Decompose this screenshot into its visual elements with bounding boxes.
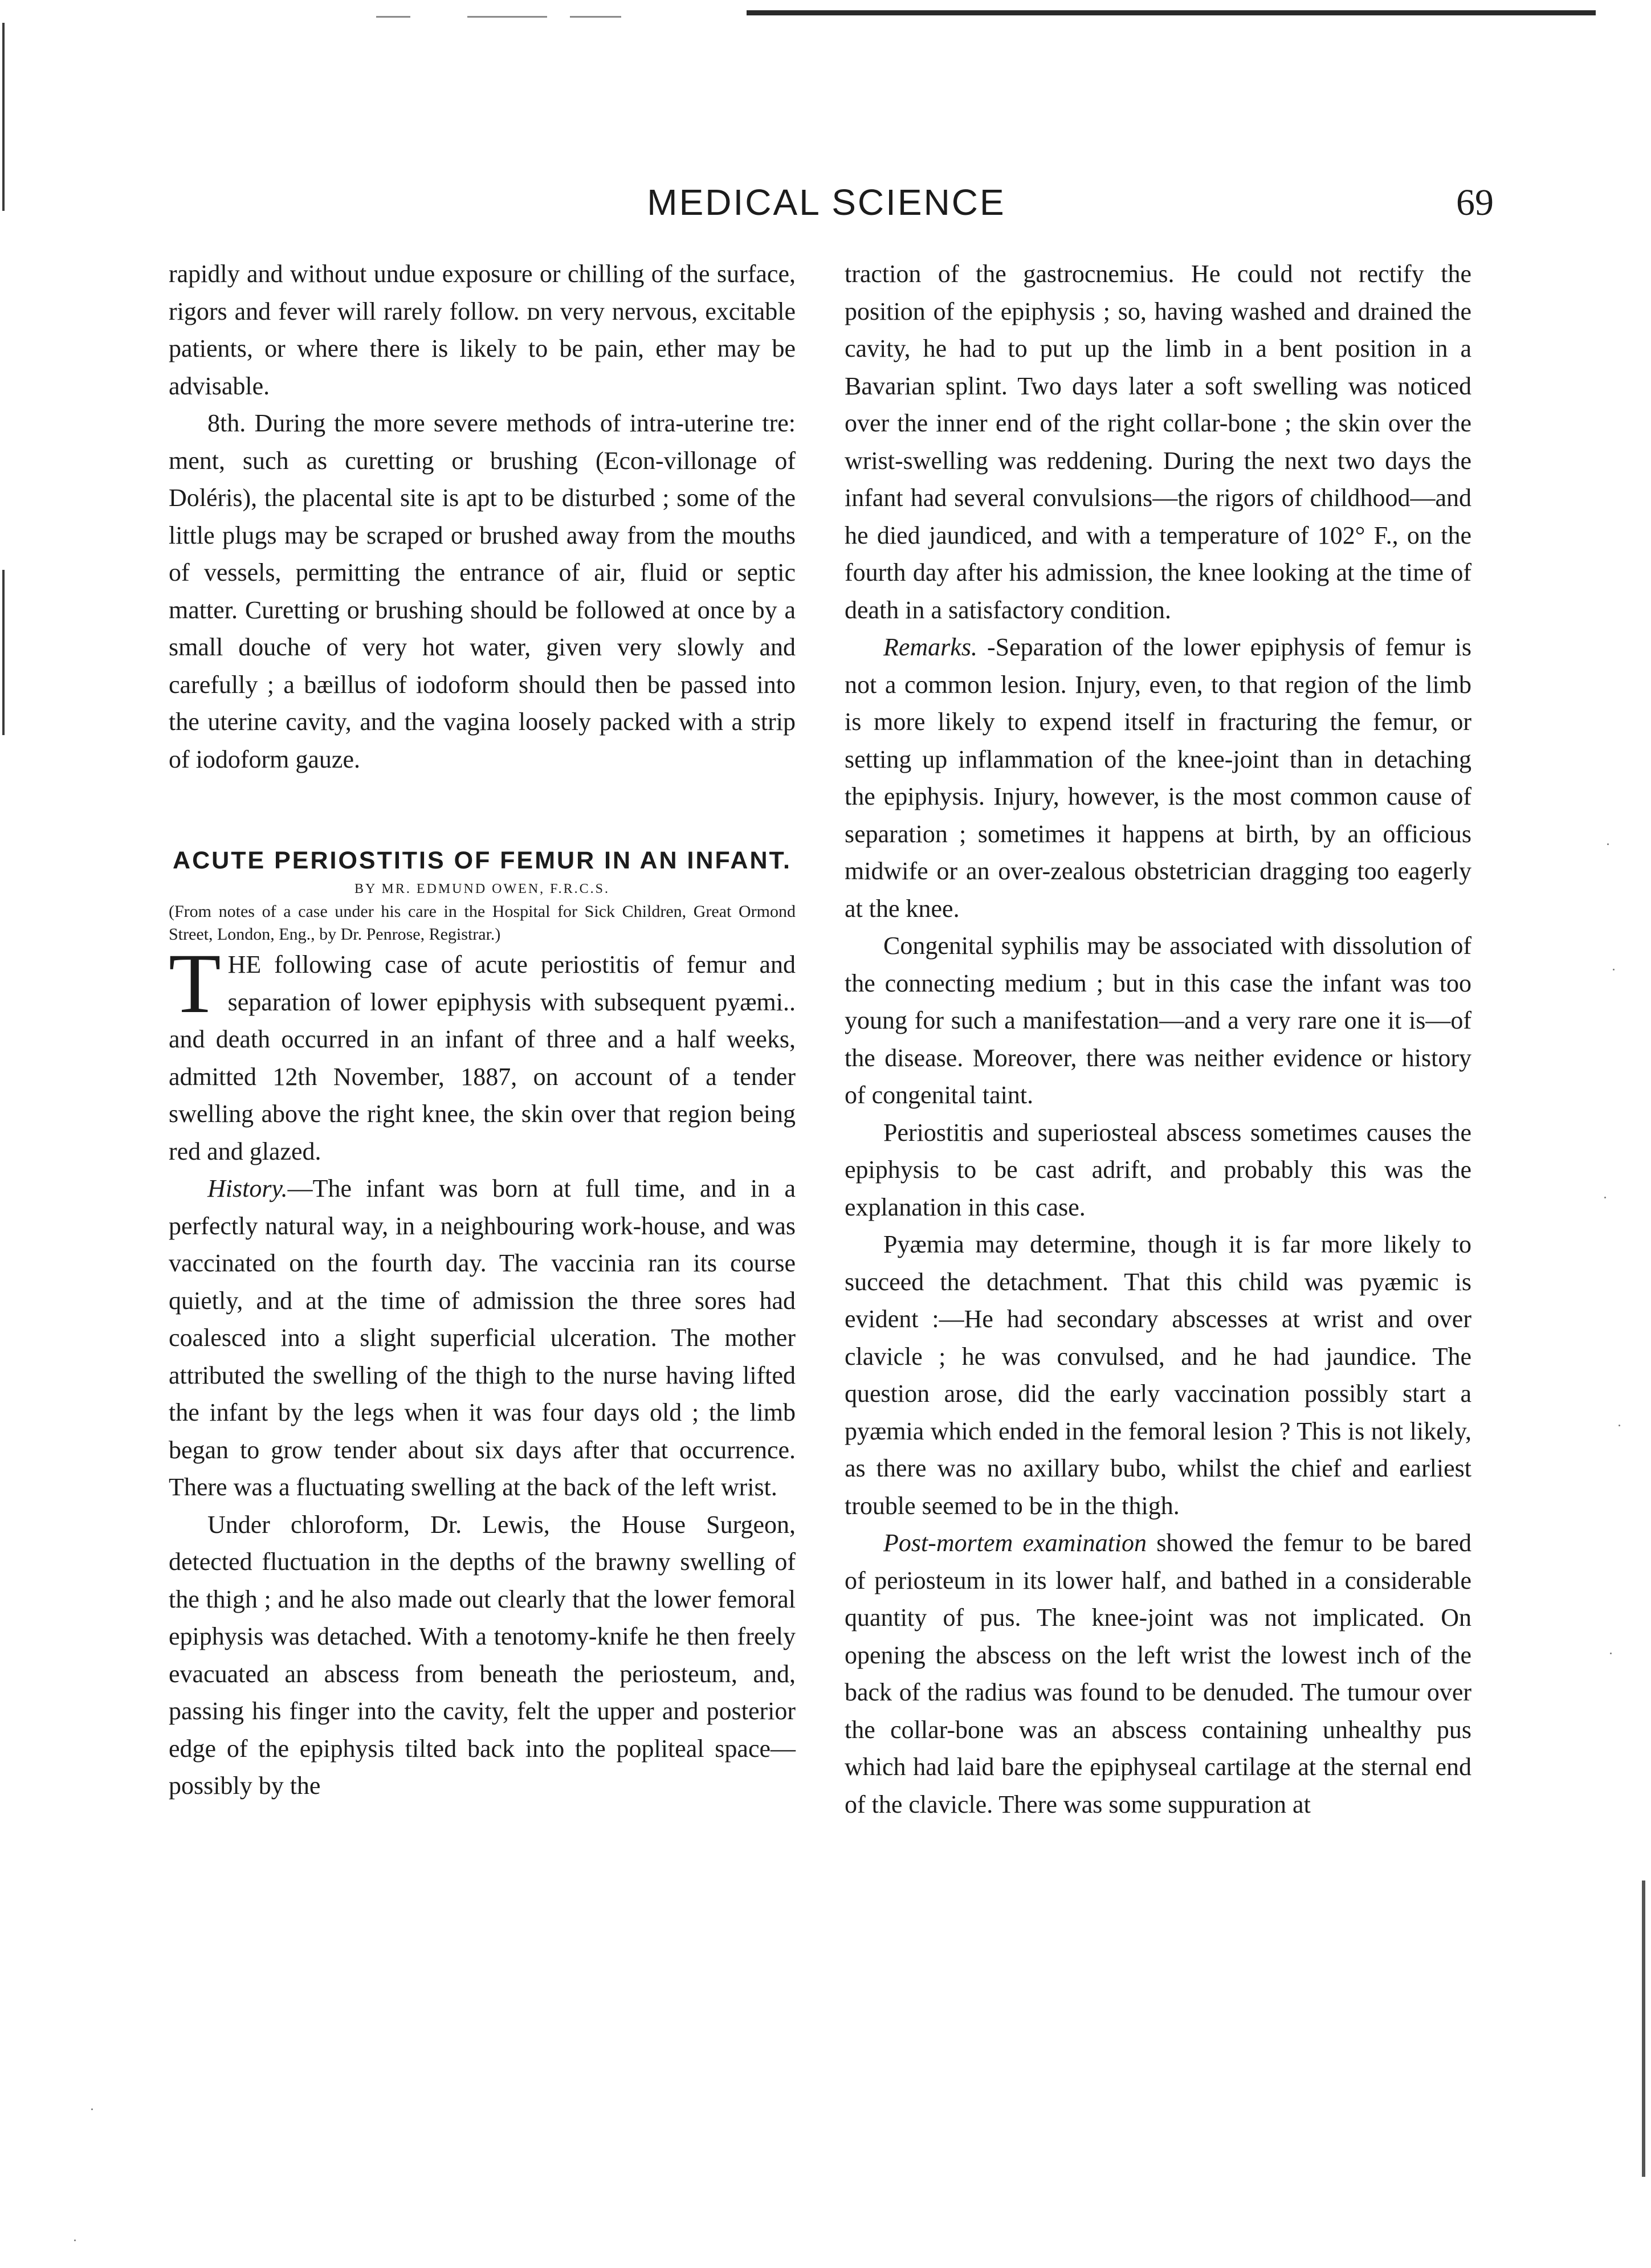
history-paragraph: [169, 1170, 796, 1506]
intro-text: HE following case of acute periostitis of femur and separation of lower epiphysis with subsequent pyæmi.. and death occurred in an infant of three and a half weeks, admitted 12th November, 1887, on account of a tender swelling above the right knee, the skin over that region being red and glazed.: [169, 951, 796, 1165]
remarks-label: Remarks.: [883, 633, 977, 661]
article-heading: ACUTE PERIOSTITIS OF FEMUR IN AN INFANT.: [173, 847, 792, 874]
article-byline: BY MR. EDMUND OWEN, F.R.C.S.: [354, 882, 610, 896]
paragraph-eighth: 8th. During the more severe methods of intra-uterine tre: ment, such as curetting or brushing (Econ-villonage of Doléris), the placental site is apt to be disturbed ; some of the little plugs may be scraped or brushed away from the mouths of vessels, permitting the entrance of air, fluid or septic matter. Curetting or brushing should be followed at once by a small douche of very hot water, given very slowly and carefully ; a bæillus of iodoform should then be passed into the uterine cavity, and the vagina loosely packed with a strip of iodoform gauze.: [169, 409, 796, 773]
postmortem-text: showed the femur to be bared of periosteum in its lower half, and bathed in a considerable quantity of pus. The knee-joint was not implicated. On opening the abscess on the left wrist the lowest inch of the back of the radius was found to be denuded. The tumour over the collar-bone was an abscess containing unhealthy pus which had laid bare the epiphyseal cartilage at the sternal end of the clavicle. There was some suppuration at: [845, 1529, 1471, 1818]
remarks-text: -Separation of the lower epiphysis of femur is not a common lesion. Injury, even, to that region of the limb is more likely to expend itself in fracturing the femur, or setting up inflammation of the knee-joint than in detaching the epiphysis. Injury, however, is the most common cause of separation ; sometimes it happens at birth, by an officious midwife or an over-zealous obstetrician dragging too eagerly at the knee.: [845, 633, 1471, 923]
scan-speck: [1619, 1425, 1620, 1426]
history-label: History.: [207, 1174, 288, 1202]
scan-speck: [570, 16, 621, 18]
postmortem-label: Post-mortem examination: [883, 1529, 1147, 1557]
scan-speck: [1604, 1197, 1606, 1198]
top-edge-rule: [747, 10, 1596, 15]
intro-paragraph: [169, 936, 796, 1170]
scan-speck: [1613, 969, 1615, 970]
scan-speck: [91, 2108, 93, 2110]
scan-left-edge: [2, 23, 5, 211]
syphilis-paragraph: Congenital syphilis may be associated with dissolution of the connecting medium ; but in this case the infant was too young for such a manifestation—and a very rare one it is—of the disease. Moreover, there was neither evidence or history of congenital taint.: [845, 932, 1471, 1109]
history-text: —The infant was born at full time, and in a perfectly natural way, in a neighbouring work-house, and was vaccinated on the fourth day. The vaccinia ran its course quietly, and at the time of admission the three sores had coalesced into a slight superficial ulceration. The mother attributed the swelling of the thigh to the nurse having lifted the infant by the legs when it was four days old ; the limb began to grow tender about six days after that occurrence. There was a fluctuating swelling at the back of the left wrist.: [169, 1174, 796, 1501]
periostitis-paragraph: Periostitis and superiosteal abscess sometimes causes the epiphysis to be cast adrift, and probably this was the explanation in this case.: [845, 1118, 1471, 1221]
scan-right-edge: [1642, 1881, 1645, 2177]
right-column: [845, 255, 1471, 1823]
postmortem-paragraph: [845, 1524, 1471, 1823]
paragraph-continuation: traction of the gastrocnemius. He could not rectify the position of the epiphysis ; so, having washed and drained the cavity, he had to put up the limb in a bent position in a Bavarian splint. Two days later a soft swelling was noticed over the inner end of the right collar-bone ; the skin over the wrist-swelling was reddening. During the next two days the infant had several convulsions—the rigors of childhood—and he died jaundiced, and with a temperature of 102° F., on the fourth day after his admission, the knee looking at the time of death in a satisfactory condition.: [845, 260, 1471, 624]
page-number: 69: [1456, 182, 1494, 223]
left-column: [169, 255, 796, 1805]
drop-cap: T: [169, 936, 221, 1031]
scan-speck: [376, 16, 410, 18]
scan-speck: [74, 2240, 76, 2241]
remarks-paragraph: [845, 629, 1471, 927]
scan-left-edge: [2, 570, 5, 735]
chloroform-paragraph: Under chloroform, Dr. Lewis, the House Surgeon, detected fluctuation in the depths of the brawny swelling of the thigh ; and he also made out clearly that the lower femoral epiphysis was detached. With a tenotomy-knife he then freely evacuated an abscess from beneath the periosteum, and, passing his finger into the cavity, felt the upper and posterior edge of the epiphysis tilted back into the popliteal space—possibly by the: [169, 1510, 796, 1800]
scan-speck: [1610, 1653, 1612, 1654]
running-title: MEDICAL SCIENCE: [647, 182, 1006, 223]
source-note: (From notes of a case under his care in the Hospital for Sick Children, Great Ormond Street, London, Eng., by Dr. Penrose, Registrar.): [169, 902, 796, 944]
scan-speck: [467, 16, 547, 18]
pyaemia-paragraph: Pyæmia may determine, though it is far more likely to succeed the detachment. That this child was pyæmic is evident :—He had secondary abscesses at wrist and over clavicle ; he was convulsed, and he had jaundice. The question arose, did the early vaccination possibly start a pyæmia which ended in the femoral lesion ? This is not likely, as there was no axillary bubo, whilst the chief and earliest trouble seemed to be in the thigh.: [845, 1230, 1471, 1520]
paragraph-continuation: rapidly and without undue exposure or chilling of the surface, rigors and fever will rarely follow. ᴅn very nervous, excitable patients, or where there is likely to be pain, ether may be advisable.: [169, 260, 796, 400]
scan-speck: [1607, 843, 1609, 845]
